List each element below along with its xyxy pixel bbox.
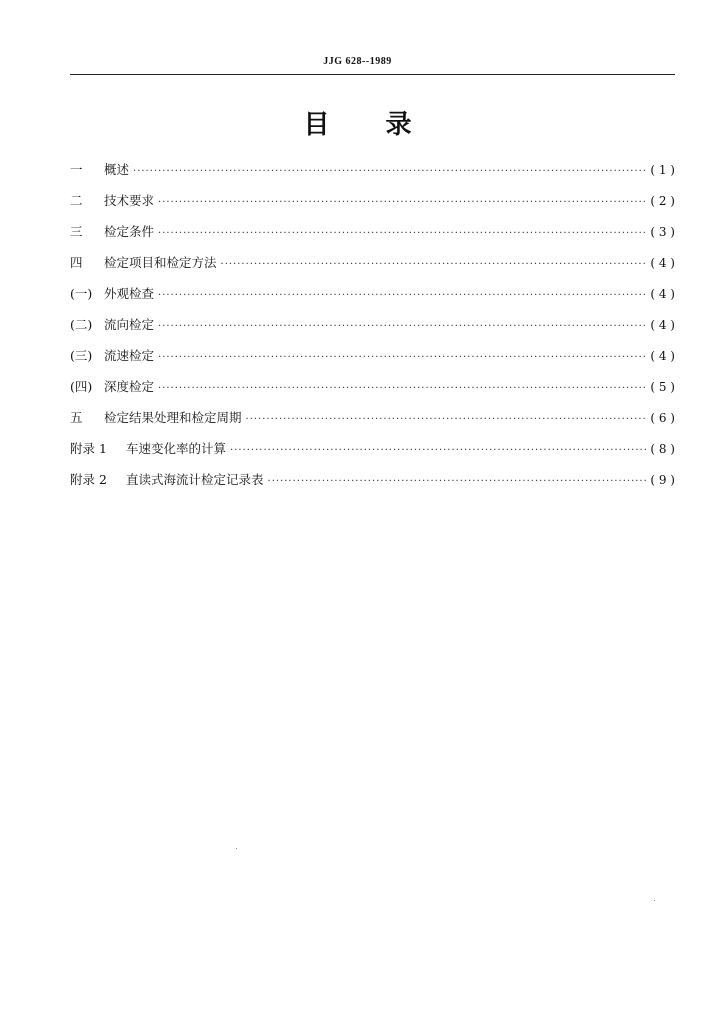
toc-entry-4-3[interactable] [70,346,675,377]
toc-page: ( 4 ) [650,287,675,301]
toc-page: ( 3 ) [650,225,675,239]
toc-leader-dots [158,383,646,394]
page-title [0,104,715,141]
title-char-2: 录 [385,110,412,140]
toc-leader-dots [230,445,646,456]
toc-number: 一 [70,162,83,177]
toc-entry-5[interactable] [70,408,675,439]
toc-page: ( 6 ) [650,411,675,425]
toc-entry-4-1[interactable] [70,284,675,315]
toc-leader-dots [246,414,647,425]
toc-number: 附录 2 [70,472,107,487]
standard-code: JJG 628--1989 [323,56,392,67]
toc-label: 概述 [104,162,130,177]
toc-label: 检定条件 [104,224,155,239]
toc-number: 三 [70,224,83,239]
toc-page: ( 2 ) [650,194,675,208]
toc-page: ( 9 ) [650,473,675,487]
toc-page: ( 4 ) [650,318,675,332]
header-rule [70,74,675,75]
scan-speck [654,900,655,901]
table-of-contents [70,160,675,501]
toc-label: 深度检定 [104,379,155,394]
toc-number: 二 [70,193,83,208]
toc-number: (一) [70,286,93,301]
toc-page: ( 4 ) [650,349,675,363]
toc-label: 技术要求 [104,193,155,208]
toc-leader-dots [268,476,647,487]
toc-page: ( 4 ) [650,256,675,270]
toc-label: 外观检查 [104,286,155,301]
toc-entry-4-2[interactable] [70,315,675,346]
toc-number: (四) [70,379,93,394]
toc-number: 四 [70,255,83,270]
toc-leader-dots [158,228,646,239]
toc-number: 附录 1 [70,441,107,456]
toc-label: 车速变化率的计算 [126,441,227,456]
toc-label: 检定结果处理和检定周期 [104,410,242,425]
toc-page: ( 1 ) [650,163,675,177]
toc-number: (二) [70,317,93,332]
toc-entry-3[interactable] [70,222,675,253]
toc-label: 流向检定 [104,317,155,332]
toc-entry-4-4[interactable] [70,377,675,408]
toc-entry-2[interactable] [70,191,675,222]
toc-entry-4[interactable] [70,253,675,284]
toc-number: (三) [70,348,93,363]
toc-leader-dots [158,197,646,208]
toc-leader-dots [158,321,646,332]
toc-entry-appendix-1[interactable] [70,439,675,470]
toc-page: ( 8 ) [650,442,675,456]
toc-leader-dots [133,166,646,177]
scan-speck [236,848,237,849]
toc-label: 直读式海流计检定记录表 [126,472,264,487]
title-char-1: 目 [303,110,330,140]
toc-entry-1[interactable] [70,160,675,191]
toc-leader-dots [158,290,646,301]
toc-entry-appendix-2[interactable] [70,470,675,501]
toc-number: 五 [70,410,83,425]
toc-page: ( 5 ) [650,380,675,394]
toc-label: 检定项目和检定方法 [104,255,217,270]
toc-leader-dots [221,259,647,270]
toc-leader-dots [158,352,646,363]
toc-label: 流速检定 [104,348,155,363]
